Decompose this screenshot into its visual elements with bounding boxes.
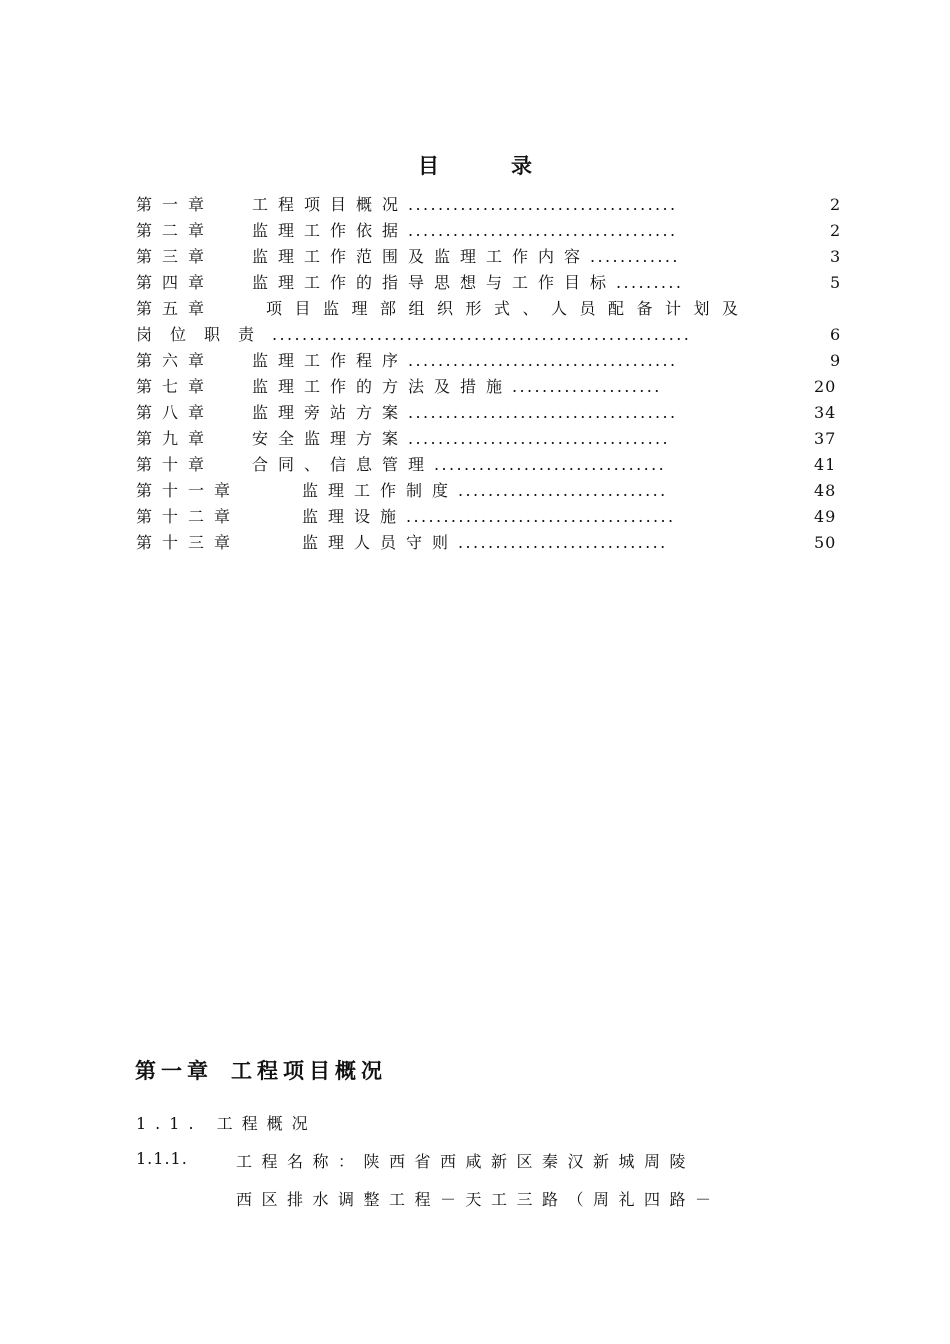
- toc-leader-dots: ....................................: [408, 195, 678, 214]
- subsection-number: 1.1.1.: [136, 1149, 188, 1168]
- toc-chapter-number: 第十三章: [136, 533, 241, 552]
- toc-entry[interactable]: [136, 374, 836, 400]
- toc-chapter-number: 第十一章: [136, 481, 241, 500]
- toc-chapter-number: 第六章: [136, 351, 215, 370]
- toc-page-number: 48: [814, 481, 837, 500]
- toc-entry[interactable]: [136, 348, 842, 374]
- toc-entry[interactable]: [136, 504, 836, 530]
- toc-leader-dots: ....................................: [406, 507, 676, 526]
- toc-entry[interactable]: [136, 400, 836, 426]
- toc-page-number: 2: [830, 195, 842, 214]
- toc-entry[interactable]: [136, 192, 842, 218]
- toc-page-number: 41: [814, 455, 837, 474]
- toc-chapter-number: 第二章: [136, 221, 215, 240]
- toc-leader-dots: ...............................: [434, 455, 667, 474]
- toc-page-number: 2: [830, 221, 842, 240]
- section-heading: 1.1. 工程概况: [136, 1114, 317, 1133]
- chapter-heading: [135, 1055, 387, 1085]
- table-of-contents: [136, 192, 842, 556]
- toc-leader-dots: .........: [616, 273, 684, 292]
- toc-page-number: 6: [830, 325, 842, 344]
- toc-chapter-number: 第五章: [136, 299, 215, 318]
- toc-chapter-number: 第四章: [136, 273, 215, 292]
- subsection-text-continued: 西区排水调整工程－天工三路（周礼四路－: [236, 1190, 721, 1209]
- toc-chapter-name: 安全监理方案: [252, 429, 409, 448]
- toc-page-number: 9: [830, 351, 842, 370]
- toc-chapter-name: 监理工作范围及监理工作内容: [252, 247, 591, 266]
- chapter-heading-title: 工程项目概况: [231, 1059, 387, 1083]
- toc-page-number: 49: [814, 507, 837, 526]
- toc-page-number: 20: [814, 377, 837, 396]
- toc-entry[interactable]: [136, 478, 836, 504]
- toc-chapter-name: 岗位职责: [136, 325, 273, 344]
- toc-entry[interactable]: [136, 296, 836, 322]
- toc-chapter-name: 监理人员守则: [302, 533, 459, 552]
- toc-chapter-number: 第三章: [136, 247, 215, 266]
- toc-chapter-number: 第八章: [136, 403, 215, 422]
- toc-chapter-name: 监理工作程序: [252, 351, 409, 370]
- toc-page-number: 34: [814, 403, 837, 422]
- toc-chapter-name: 监理工作的方法及措施: [252, 377, 513, 396]
- toc-page-number: 3: [830, 247, 842, 266]
- toc-chapter-name: 项目监理部组织形式、人员配备计划及: [266, 299, 751, 318]
- toc-leader-dots: ....................................: [408, 351, 678, 370]
- toc-title: 目录: [418, 154, 604, 178]
- toc-chapter-name: 工程项目概况: [252, 195, 409, 214]
- toc-entry[interactable]: [136, 530, 836, 556]
- toc-leader-dots: ............................: [458, 533, 668, 552]
- toc-entry[interactable]: [136, 452, 836, 478]
- toc-leader-dots: ....................: [512, 377, 662, 396]
- toc-leader-dots: ...................................: [408, 429, 671, 448]
- toc-entry[interactable]: [136, 218, 842, 244]
- toc-entry[interactable]: [136, 426, 836, 452]
- subsection-text: 工程名称：陕西省西咸新区秦汉新城周陵: [236, 1152, 696, 1171]
- toc-chapter-number: 第七章: [136, 377, 215, 396]
- toc-chapter-number: 第九章: [136, 429, 215, 448]
- toc-chapter-number: 第一章: [136, 195, 215, 214]
- toc-leader-dots: ....................................: [408, 221, 678, 240]
- subsection-line: [136, 1149, 696, 1171]
- toc-leader-dots: ....................................: [408, 403, 678, 422]
- toc-entry[interactable]: [136, 244, 842, 270]
- toc-chapter-number: 第十章: [136, 455, 215, 474]
- toc-chapter-name: 合同、信息管理: [252, 455, 435, 474]
- toc-leader-dots: ............: [590, 247, 680, 266]
- toc-page-number: 37: [814, 429, 837, 448]
- toc-chapter-number: 第十二章: [136, 507, 241, 526]
- chapter-heading-number: 第一章: [135, 1059, 213, 1083]
- toc-chapter-name: 监理工作制度: [302, 481, 459, 500]
- toc-leader-dots: ........................................................: [272, 325, 692, 344]
- toc-chapter-name: 监理旁站方案: [252, 403, 409, 422]
- toc-chapter-name: 监理工作依据: [252, 221, 409, 240]
- toc-chapter-name: 监理工作的指导思想与工作目标: [252, 273, 617, 292]
- toc-chapter-name: 监理设施: [302, 507, 407, 526]
- toc-leader-dots: ............................: [458, 481, 668, 500]
- toc-page-number: 50: [814, 533, 837, 552]
- toc-entry[interactable]: [136, 270, 842, 296]
- toc-entry-continued[interactable]: [136, 322, 842, 348]
- toc-page-number: 5: [830, 273, 842, 292]
